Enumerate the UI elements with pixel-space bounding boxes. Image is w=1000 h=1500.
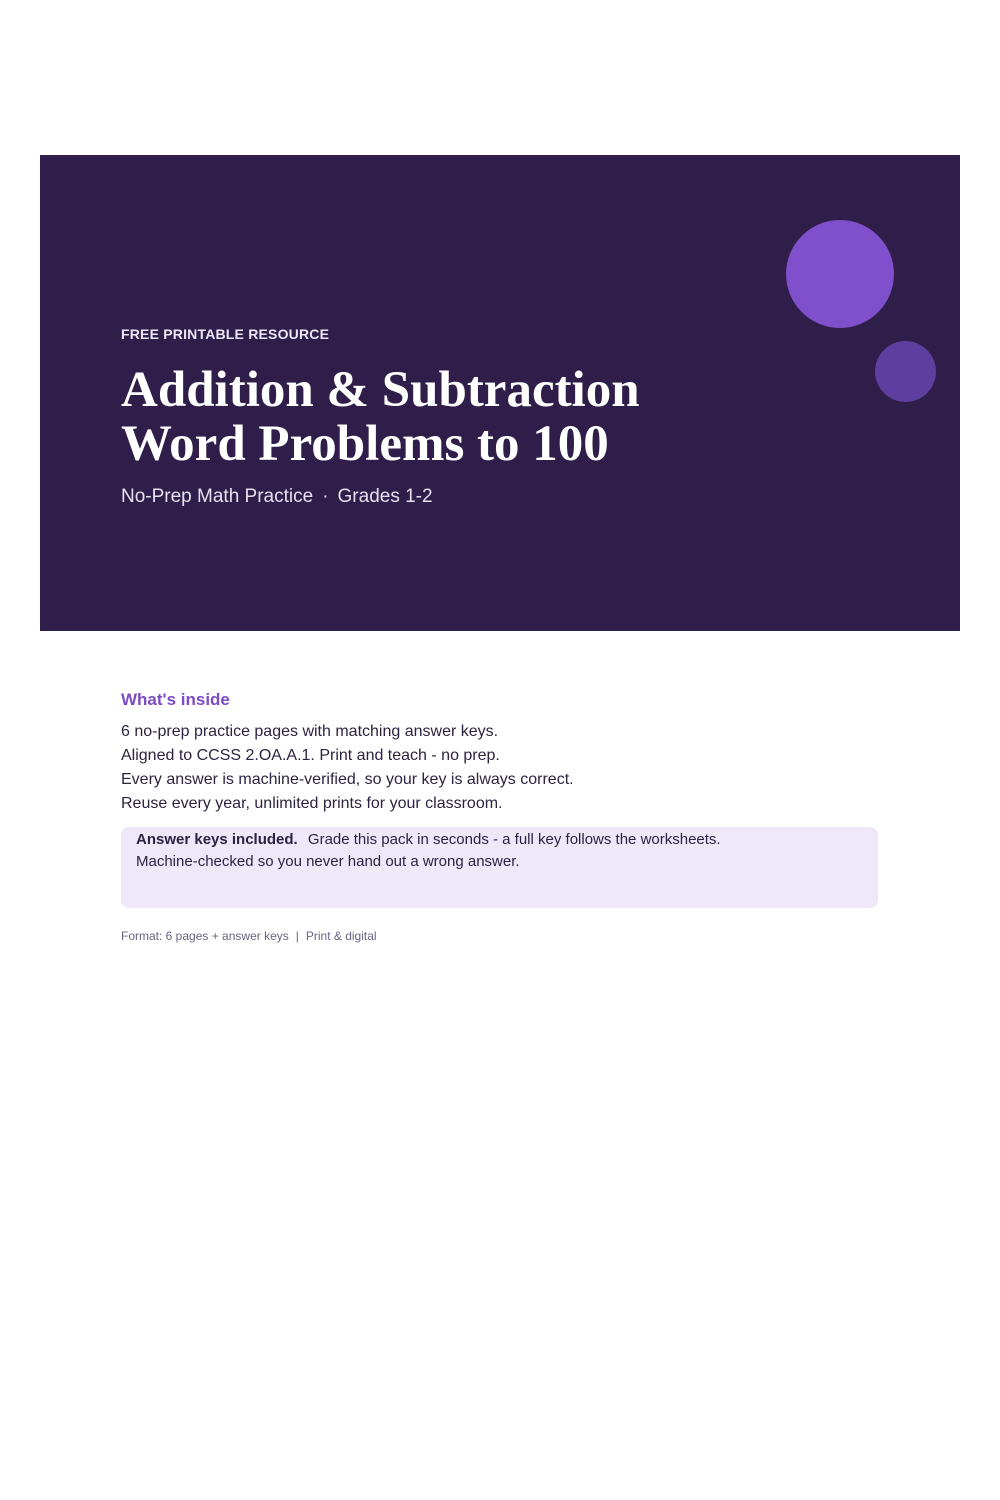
list-item: 6 no-prep practice pages with matching answer keys. (121, 723, 499, 740)
title-line-1: Addition & Subtraction (121, 362, 640, 418)
subtitle-grades: Grades 1-2 (337, 486, 433, 507)
format-text: Format: 6 pages + answer keys (121, 929, 289, 943)
whats-inside-heading: What's inside (121, 690, 230, 709)
subtitle-separator: · (322, 486, 329, 507)
subtitle-practice: No-Prep Math Practice (121, 486, 314, 507)
format-info (121, 929, 377, 943)
hero-eyebrow: FREE PRINTABLE RESOURCE (121, 326, 330, 342)
medium-text: Print & digital (305, 929, 377, 943)
decorative-circle-small (875, 341, 936, 402)
decorative-circle-large (786, 220, 894, 328)
list-item: Aligned to CCSS 2.OA.A.1. Print and teach - no prep. (121, 747, 500, 764)
list-item: Every answer is machine-verified, so your key is always correct. (121, 771, 574, 788)
title-line-2: Word Problems to 100 (121, 416, 609, 472)
list-item: Reuse every year, unlimited prints for your classroom. (121, 795, 503, 812)
callout-bold-text: Answer keys included. (136, 831, 298, 848)
callout-text-1: Grade this pack in seconds - a full key follows the worksheets. (307, 831, 721, 848)
hero-subtitle (121, 486, 433, 508)
callout-line-2: Machine-checked so you never hand out a wrong answer. (136, 853, 520, 870)
format-separator: | (295, 929, 299, 943)
answer-keys-callout (121, 827, 878, 908)
callout-line-1 (136, 829, 863, 851)
whats-inside-list (121, 720, 574, 816)
hero-banner (40, 155, 960, 631)
page-title (121, 363, 761, 471)
